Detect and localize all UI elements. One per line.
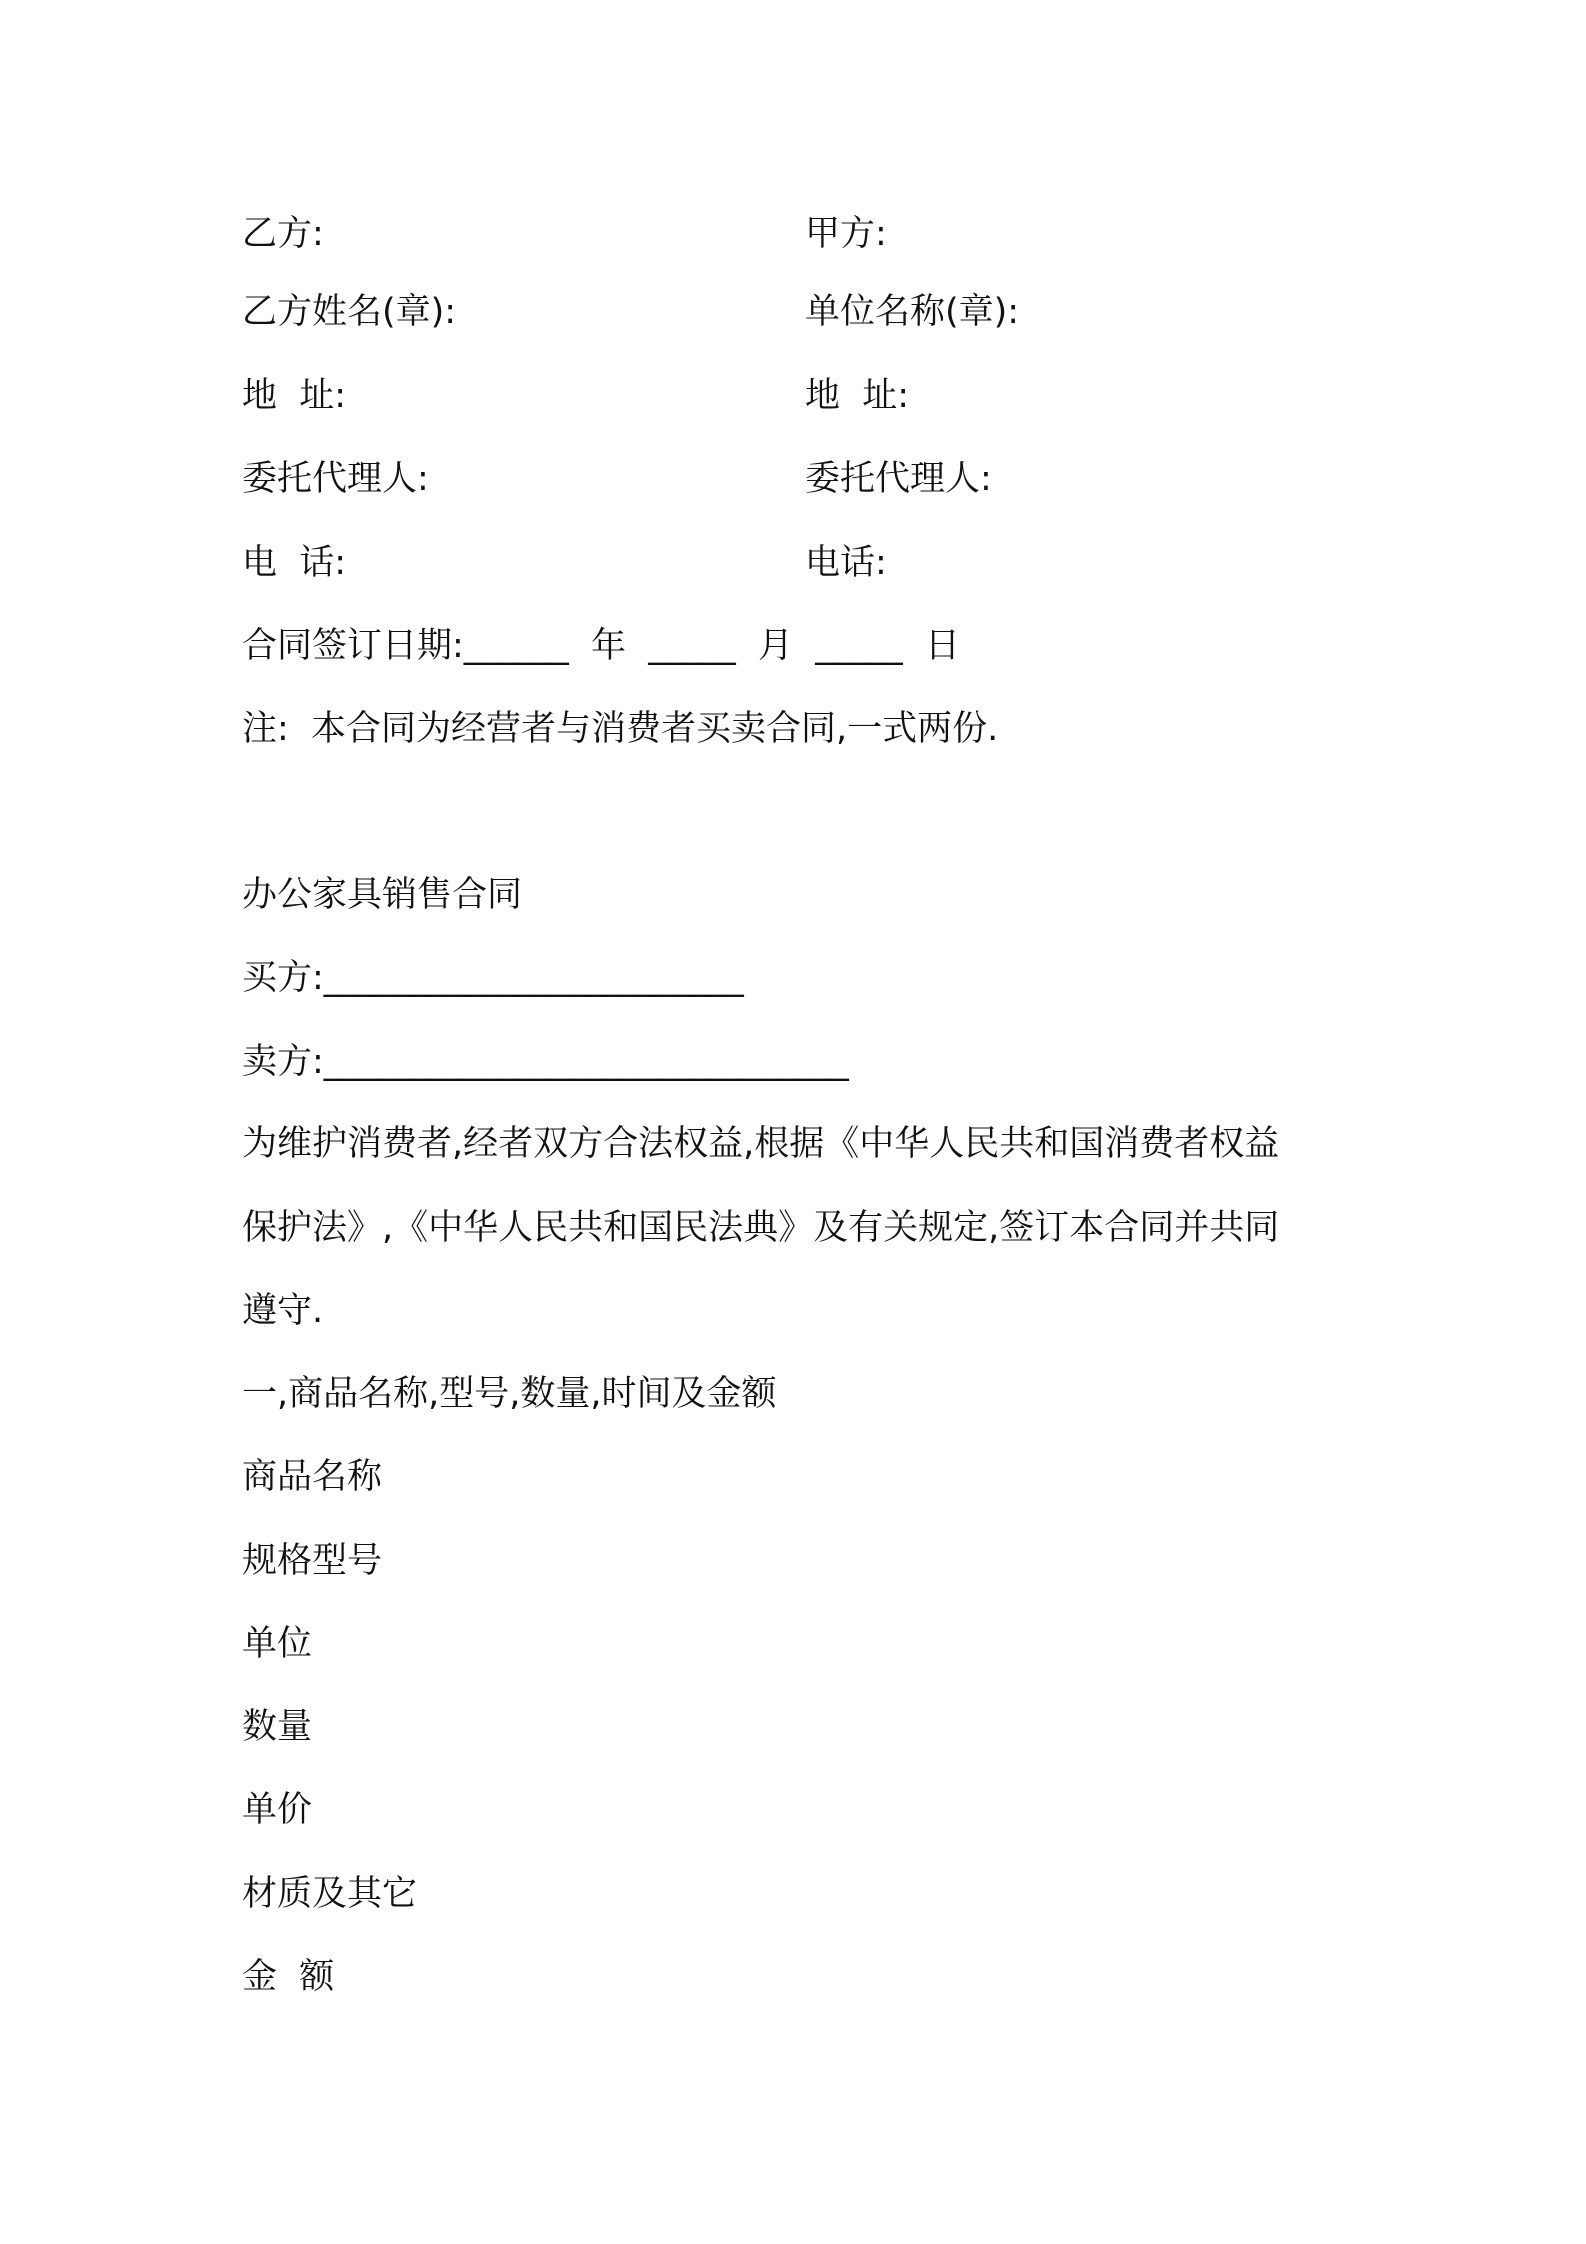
party-a-label: 甲方:: [805, 214, 887, 254]
contract-note: 注: 本合同为经营者与消费者买卖合同,一式两份.: [242, 709, 999, 749]
party-b-name-seal: 乙方姓名(章):: [242, 292, 457, 332]
buyer-line: 买方:________________________: [242, 958, 744, 998]
seller-line: 卖方:______________________________: [242, 1042, 849, 1082]
party-b-phone: 电 话:: [242, 543, 347, 583]
party-b-label: 乙方:: [242, 214, 324, 254]
field-quantity: 数量: [242, 1707, 313, 1747]
preamble-line-2: 保护法》,《中华人民共和国民法典》及有关规定,签订本合同并共同: [242, 1208, 1280, 1248]
contract-title: 办公家具销售合同: [242, 875, 523, 915]
field-unit-price: 单价: [242, 1790, 313, 1830]
field-model: 规格型号: [242, 1541, 383, 1581]
party-b-agent: 委托代理人:: [242, 459, 429, 499]
section-one-heading: 一,商品名称,型号,数量,时间及金额: [242, 1374, 777, 1414]
field-amount: 金 额: [242, 1957, 335, 1997]
party-b-address: 地 址:: [242, 376, 347, 416]
field-product-name: 商品名称: [242, 1457, 383, 1497]
field-unit: 单位: [242, 1624, 313, 1664]
sign-date-line: 合同签订日期:______ 年 _____ 月 _____ 日: [242, 626, 961, 666]
party-a-address: 地 址:: [805, 376, 910, 416]
party-a-company-seal: 单位名称(章):: [805, 292, 1020, 332]
party-a-agent: 委托代理人:: [805, 459, 992, 499]
preamble-line-3: 遵守.: [242, 1291, 324, 1331]
field-material: 材质及其它: [242, 1874, 418, 1914]
preamble-line-1: 为维护消费者,经者双方合法权益,根据《中华人民共和国消费者权益: [242, 1124, 1280, 1164]
party-a-phone: 电话:: [805, 543, 887, 583]
